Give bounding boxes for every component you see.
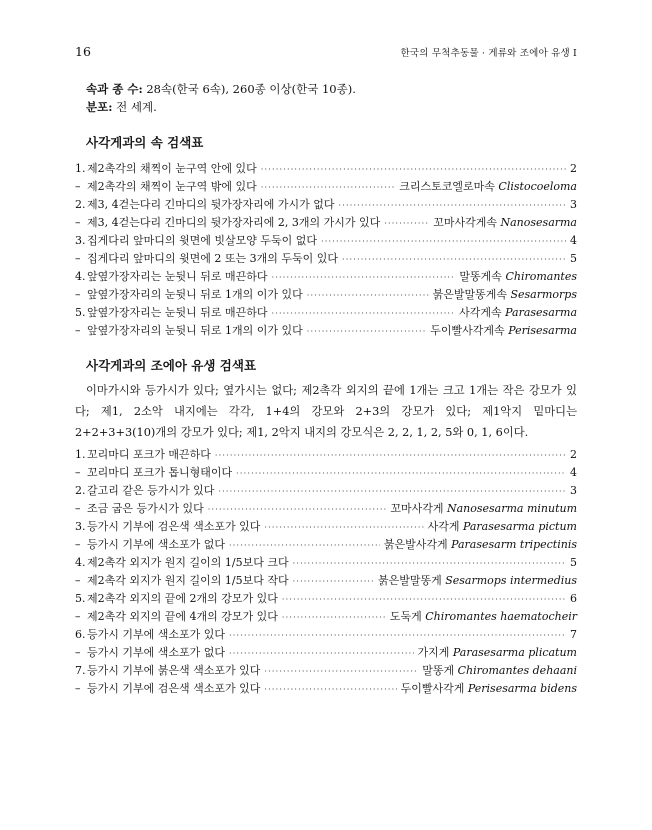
key-result-label: 붉은발말똥게속 — [432, 288, 511, 301]
key-result-label: 7 — [570, 628, 577, 641]
key-item-number: – — [75, 324, 81, 337]
genus-key-heading: 사각게과의 속 검색표 — [86, 135, 204, 150]
key-item-number: 2. — [75, 198, 86, 211]
key-result-label: 꼬마사각게 — [390, 502, 447, 515]
scientific-name: Parasesarma plicatum — [452, 646, 577, 659]
key-row — [75, 268, 577, 286]
key-result-label: 3 — [570, 198, 577, 211]
key-row — [75, 500, 577, 518]
key-row — [75, 482, 577, 500]
key-item-result — [390, 608, 577, 624]
key-row — [75, 662, 577, 680]
key-item-number: 1. — [75, 162, 86, 175]
distribution-value: 전 세계. — [116, 100, 157, 114]
dot-leader — [272, 309, 456, 318]
key-item-result — [433, 214, 577, 230]
genus-species-label: 속과 종 수 — [86, 82, 139, 96]
key-item-number: 5. — [75, 592, 86, 605]
zoea-key-list — [75, 446, 577, 698]
key-result-label: 가지게 — [417, 646, 453, 659]
key-result-label: 두이빨사각게속 — [430, 324, 509, 337]
key-row — [75, 680, 577, 698]
dot-leader — [321, 237, 566, 246]
dot-leader — [261, 183, 396, 192]
key-result-label: 4 — [570, 234, 577, 247]
key-item-result — [570, 466, 577, 479]
dot-leader — [229, 649, 413, 658]
key-item-text: 앞옆가장자리는 눈뒷니 뒤로 매끈하다 — [87, 306, 268, 319]
genus-species-count: 속과 종 수: 28속(한국 6속), 260종 이상(한국 10종). — [86, 82, 356, 96]
key-item-result — [570, 484, 577, 497]
scientific-name: Parasesarma pictum — [462, 520, 577, 533]
key-item-number: – — [75, 466, 81, 479]
key-item-result — [570, 628, 577, 641]
key-item-result — [570, 252, 577, 265]
scientific-name: Perisesarma — [508, 324, 577, 337]
dot-leader — [282, 595, 566, 604]
key-item-text: 등가시 기부에 색소포가 없다 — [87, 538, 226, 551]
key-row — [75, 626, 577, 644]
distribution: 분포: 전 세계. — [86, 100, 157, 114]
key-item-result — [401, 680, 577, 696]
key-item-text: 제2촉각 외지가 원지 길이의 1/5보다 크다 — [87, 556, 289, 569]
key-item-number: 6. — [75, 628, 86, 641]
dot-leader — [307, 291, 429, 300]
scientific-name: Sesarmorps — [510, 288, 577, 301]
key-item-number: – — [75, 646, 81, 659]
key-item-text: 제2촉각 외지가 원지 길이의 1/5보다 작다 — [87, 574, 289, 587]
key-item-result — [570, 556, 577, 569]
zoea-key-heading: 사각게과의 조에아 유생 검색표 — [86, 358, 257, 373]
dot-leader — [236, 469, 566, 478]
key-item-text: 집게다리 앞마디의 윗면에 2 또는 3개의 두둑이 있다 — [87, 252, 338, 265]
page-number: 16 — [75, 44, 91, 59]
key-result-label: 2 — [570, 448, 577, 461]
running-header — [75, 44, 577, 58]
key-item-result — [570, 198, 577, 211]
scientific-name: Parasesarma — [505, 306, 577, 319]
key-item-number: 4. — [75, 270, 86, 283]
key-item-text: 등가시 기부에 검은색 색소포가 있다 — [87, 520, 261, 533]
key-item-text: 등가시 기부에 붉은색 색소포가 있다 — [87, 664, 261, 677]
key-item-text: 앞옆가장자리의 눈뒷니 뒤로 1개의 이가 있다 — [87, 324, 303, 337]
key-item-text: 제2촉각의 채찍이 눈구역 밖에 있다 — [87, 180, 257, 193]
dot-leader — [307, 327, 427, 336]
dot-leader — [272, 273, 456, 282]
key-item-number: – — [75, 574, 81, 587]
key-item-result — [459, 304, 577, 320]
key-item-text: 꼬리마디 포크가 톱니형태이다 — [87, 466, 233, 479]
key-result-label: 두이빨사각게 — [400, 682, 468, 695]
key-row — [75, 196, 577, 214]
key-item-result — [570, 592, 577, 605]
key-result-label: 사각게 — [427, 520, 463, 533]
dot-leader — [208, 505, 387, 514]
key-item-number: – — [75, 288, 81, 301]
key-item-number: – — [75, 610, 81, 623]
key-item-result — [390, 500, 577, 516]
key-item-result — [459, 268, 577, 284]
key-item-result — [428, 518, 577, 534]
dot-leader — [229, 541, 380, 550]
genus-key-list — [75, 160, 577, 340]
key-result-label: 말똥게속 — [459, 270, 506, 283]
genus-species-value: 28속(한국 6속), 260종 이상(한국 10종). — [146, 82, 356, 96]
key-item-number: – — [75, 502, 81, 515]
key-row — [75, 304, 577, 322]
key-item-text: 갈고리 같은 등가시가 있다 — [87, 484, 215, 497]
scientific-name: Parasesarm tripectinis — [451, 538, 577, 551]
key-result-label: 5 — [570, 556, 577, 569]
key-item-text: 등가시 기부에 색소포가 있다 — [87, 628, 226, 641]
key-row — [75, 214, 577, 232]
scientific-name: Perisesarma bidens — [467, 682, 577, 695]
key-row — [75, 286, 577, 304]
key-result-label: 붉은발사각게 — [383, 538, 452, 551]
key-item-result — [570, 448, 577, 461]
key-item-result — [418, 644, 578, 660]
scientific-name: Clistocoeloma — [498, 180, 577, 193]
scientific-name: Chiromantes haematocheir — [425, 610, 577, 623]
key-row — [75, 572, 577, 590]
key-item-text: 제2촉각 외지의 끝에 4개의 강모가 있다 — [87, 610, 278, 623]
key-item-number: 1. — [75, 448, 86, 461]
distribution-label: 분포 — [86, 100, 109, 114]
key-result-label: 5 — [570, 252, 577, 265]
key-row — [75, 160, 577, 178]
key-item-text: 제2촉각의 채찍이 눈구역 안에 있다 — [87, 162, 257, 175]
scientific-name: Nanosesarma minutum — [446, 502, 577, 515]
key-result-label: 6 — [570, 592, 577, 605]
key-row — [75, 608, 577, 626]
key-item-text: 등가시 기부에 검은색 색소포가 있다 — [87, 682, 261, 695]
key-result-label: 2 — [570, 162, 577, 175]
dot-leader — [342, 255, 566, 264]
key-item-result — [399, 178, 577, 194]
key-item-number: – — [75, 180, 81, 193]
key-item-result — [430, 322, 577, 338]
scientific-name: Nanosesarma — [500, 216, 577, 229]
key-item-number: – — [75, 682, 81, 695]
scientific-name: Chiromantes — [505, 270, 577, 283]
key-item-text: 꼬리마디 포크가 매끈하다 — [87, 448, 211, 461]
zoea-description-paragraph: 이마가시와 등가시가 있다; 옆가시는 없다; 제2촉각 외지의 끝에 1개는 크고 1개는 작은 강모가 있다; 제1, 2소악 내지에는 각각, 1+4의 강모와 2+3의 강모가 있다; 제1악지 밑마디는 2+2+3+3(10)개의 강모가 있다; 제1, 2악지 내지의 강모식은 2, 2, 1, 2, 5와 0, 1, 6이다. — [75, 384, 577, 439]
key-item-text: 앞옆가장자리의 눈뒷니 뒤로 1개의 이가 있다 — [87, 288, 303, 301]
key-row — [75, 554, 577, 572]
key-item-text: 조금 굽은 등가시가 있다 — [87, 502, 204, 515]
key-result-label: 4 — [570, 466, 577, 479]
key-row — [75, 322, 577, 340]
key-item-text: 집게다리 앞마디의 윗면에 빗살모양 두둑이 없다 — [87, 234, 318, 247]
key-item-number: 4. — [75, 556, 86, 569]
key-item-result — [433, 286, 577, 302]
scientific-name: Sesarmops intermedius — [445, 574, 577, 587]
key-row — [75, 464, 577, 482]
key-item-result — [378, 572, 577, 588]
key-item-number: – — [75, 252, 81, 265]
key-result-label: 꼬마사각게속 — [433, 216, 501, 229]
key-row — [75, 178, 577, 196]
scientific-name: Chiromantes dehaani — [457, 664, 577, 677]
key-item-number: 2. — [75, 484, 86, 497]
key-item-text: 앞옆가장자리는 눈뒷니 뒤로 매끈하다 — [87, 270, 268, 283]
key-result-label: 말똥게 — [422, 664, 458, 677]
dot-leader — [384, 219, 429, 228]
dot-leader — [261, 165, 566, 174]
key-row — [75, 590, 577, 608]
key-item-number: – — [75, 216, 81, 229]
key-row — [75, 536, 577, 554]
key-result-label: 붉은발말똥게 — [377, 574, 446, 587]
key-item-result — [570, 234, 577, 247]
key-item-number: 3. — [75, 234, 86, 247]
dot-leader — [293, 577, 374, 586]
key-item-number: 3. — [75, 520, 86, 533]
dot-leader — [282, 613, 386, 622]
key-row — [75, 644, 577, 662]
key-item-result — [422, 662, 577, 678]
key-item-number: 5. — [75, 306, 86, 319]
running-title: 한국의 무척추동물 · 게류와 조에아 유생 I — [400, 48, 577, 59]
key-result-label: 도둑게 — [389, 610, 426, 623]
key-row — [75, 250, 577, 268]
dot-leader — [264, 667, 418, 676]
key-item-number: – — [75, 538, 81, 551]
dot-leader — [229, 631, 566, 640]
key-item-result — [570, 162, 577, 175]
dot-leader — [264, 523, 423, 532]
dot-leader — [264, 685, 396, 694]
key-result-label: 3 — [570, 484, 577, 497]
key-item-number: 7. — [75, 664, 86, 677]
key-result-label: 크리스토코엘로마속 — [399, 180, 499, 193]
dot-leader — [339, 201, 567, 210]
dot-leader — [293, 559, 566, 568]
key-row — [75, 518, 577, 536]
key-row — [75, 446, 577, 464]
key-item-text: 제3, 4걷는다리 긴마디의 뒷가장자리에 가시가 없다 — [87, 198, 335, 211]
key-row — [75, 232, 577, 250]
key-item-result — [384, 536, 577, 552]
key-result-label: 사각게속 — [459, 306, 506, 319]
key-item-text: 등가시 기부에 색소포가 없다 — [87, 646, 226, 659]
dot-leader — [218, 487, 566, 496]
key-item-text: 제3, 4걷는다리 긴마디의 뒷가장자리에 2, 3개의 가시가 있다 — [87, 216, 381, 229]
dot-leader — [215, 451, 566, 460]
key-item-text: 제2촉각 외지의 끝에 2개의 강모가 있다 — [87, 592, 278, 605]
